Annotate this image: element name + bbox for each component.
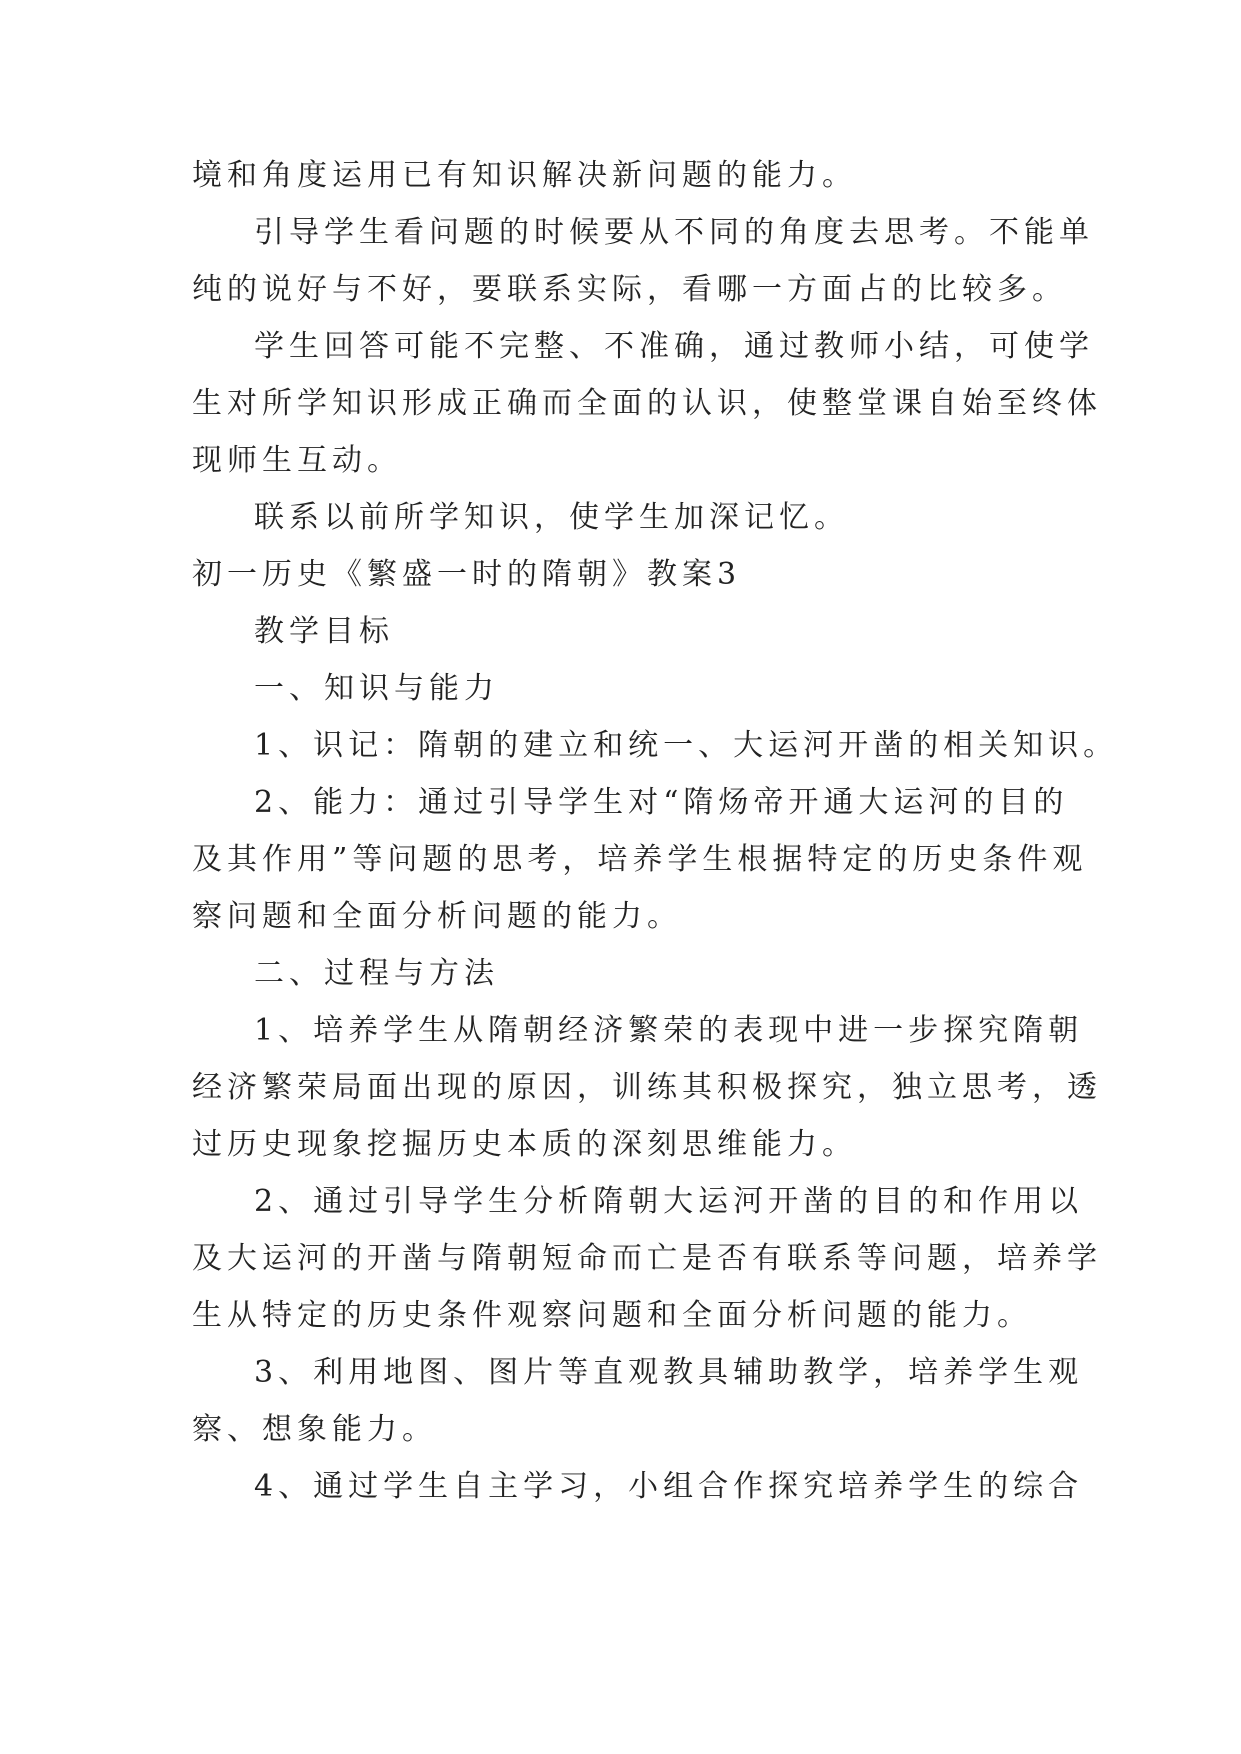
subheading-knowledge-ability: 一、知识与能力 xyxy=(254,671,499,706)
subheading-process-method: 二、过程与方法 xyxy=(254,956,499,991)
section-title: 初一历史《繁盛一时的隋朝》教案3 xyxy=(192,557,742,592)
body-text-line: 过历史现象挖掘历史本质的深刻思维能力。 xyxy=(192,1127,857,1162)
paragraph-first-line: 3、利用地图、图片等直观教具辅助教学，培养学生观 xyxy=(254,1355,1084,1390)
body-text-line: 纯的说好与不好，要联系实际，看哪一方面占的比较多。 xyxy=(192,272,1067,307)
body-text-line: 及大运河的开凿与隋朝短命而亡是否有联系等问题，培养学 xyxy=(192,1241,1102,1276)
paragraph-first-line: 学生回答可能不完整、不准确，通过教师小结，可使学 xyxy=(254,329,1094,364)
paragraph-first-line: 2、通过引导学生分析隋朝大运河开凿的目的和作用以 xyxy=(254,1184,1084,1219)
body-text-line: 生对所学知识形成正确而全面的认识，使整堂课自始至终体 xyxy=(192,386,1102,421)
paragraph-first-line: 4、通过学生自主学习，小组合作探究培养学生的综合 xyxy=(254,1469,1084,1504)
paragraph-first-line: 联系以前所学知识，使学生加深记忆。 xyxy=(254,500,849,535)
body-text-line: 生从特定的历史条件观察问题和全面分析问题的能力。 xyxy=(192,1298,1032,1333)
body-text-line: 经济繁荣局面出现的原因，训练其积极探究，独立思考，透 xyxy=(192,1070,1102,1105)
body-text-line: 现师生互动。 xyxy=(192,443,402,478)
body-text-line: 境和角度运用已有知识解决新问题的能力。 xyxy=(192,158,857,193)
paragraph-first-line: 1、培养学生从隋朝经济繁荣的表现中进一步探究隋朝 xyxy=(254,1013,1084,1048)
paragraph-first-line: 引导学生看问题的时候要从不同的角度去思考。不能单 xyxy=(254,215,1094,250)
heading-teaching-goals: 教学目标 xyxy=(254,614,394,649)
body-text-line: 及其作用”等问题的思考，培养学生根据特定的历史条件观 xyxy=(192,842,1088,877)
body-text-line: 察、想象能力。 xyxy=(192,1412,437,1447)
paragraph-first-line: 1、识记：隋朝的建立和统一、大运河开凿的相关知识。 xyxy=(254,728,1119,763)
paragraph-first-line: 2、能力：通过引导学生对“隋炀帝开通大运河的目的 xyxy=(254,785,1069,820)
body-text-line: 察问题和全面分析问题的能力。 xyxy=(192,899,682,934)
